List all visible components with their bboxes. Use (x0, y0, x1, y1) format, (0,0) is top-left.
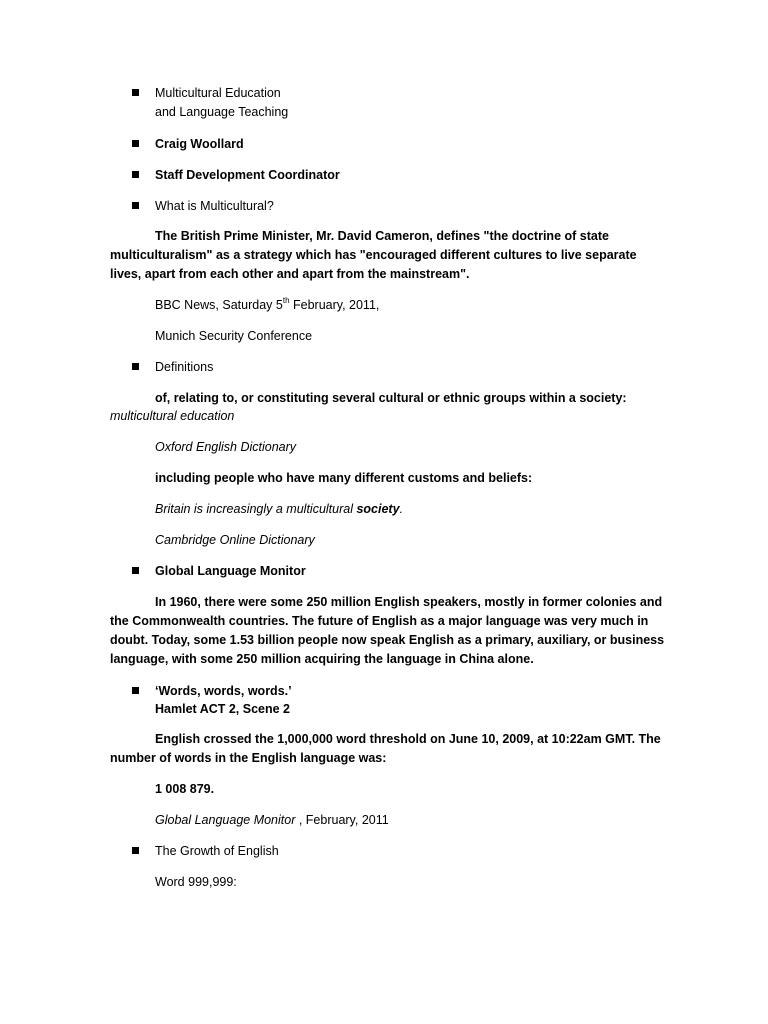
bullet-icon (132, 687, 139, 694)
glm-heading: Global Language Monitor (155, 564, 306, 578)
bullet-icon (132, 140, 139, 147)
word-999999: Word 999,999: (155, 875, 237, 889)
quote-line-2: multiculturalism" as a strategy which has "encouraged different cultures to live separate (110, 248, 637, 262)
paragraph-1-line-1: In 1960, there were some 250 million English speakers, mostly in former colonies and (155, 595, 663, 609)
paragraph-1-line-3: doubt. Today, some 1.53 billion people now speak English as a primary, auxiliary, or business (110, 633, 665, 647)
example-sentence (155, 500, 403, 519)
definition-1-line-1: of, relating to, or constituting several cultural or ethnic groups within a society: (155, 391, 627, 405)
bullet-icon (132, 171, 139, 178)
growth-heading: The Growth of English (155, 844, 279, 858)
title-line-1: Multicultural Education (155, 86, 281, 100)
words-quote: ‘Words, words, words.’ (155, 684, 292, 698)
paragraph-1-line-4: language, with some 250 million acquiring the language in China alone. (110, 652, 534, 666)
definition-2: including people who have many different customs and beliefs: (155, 471, 533, 485)
paragraph-1-line-2: the Commonwealth countries. The future of English as a major language was very much in (110, 614, 649, 628)
quote-line-3: lives, apart from each other and apart from the mainstream". (110, 267, 470, 281)
bullet-icon (132, 567, 139, 574)
paragraph-2-line-2: number of words in the English language was: (110, 751, 387, 765)
hamlet-reference: Hamlet ACT 2, Scene 2 (155, 702, 291, 716)
paragraph-2-line-1: English crossed the 1,000,000 word threshold on June 10, 2009, at 10:22am GMT. The (155, 732, 661, 746)
cambridge-source: Cambridge Online Dictionary (155, 533, 315, 547)
bullet-icon (132, 847, 139, 854)
glm-source (155, 811, 389, 830)
quote-line-1: The British Prime Minister, Mr. David Cameron, defines "the doctrine of state (155, 229, 609, 243)
bullet-icon (132, 89, 139, 96)
munich-citation: Munich Security Conference (155, 329, 313, 343)
bullet-icon (132, 202, 139, 209)
example-bold-word: society (356, 502, 400, 516)
bullet-icon (132, 363, 139, 370)
title-line-2: and Language Teaching (155, 105, 289, 119)
word-count: 1 008 879. (155, 782, 215, 796)
oxford-source: Oxford English Dictionary (155, 440, 297, 454)
definition-1-line-2: multicultural education (110, 409, 235, 423)
glm-source-italic: Global Language Monitor (155, 813, 296, 827)
bbc-citation-prefix: BBC News, Saturday 5 (155, 298, 283, 312)
author-name: Craig Woollard (155, 137, 244, 151)
definitions-heading: Definitions (155, 360, 214, 374)
bbc-citation-sup: th (282, 295, 290, 305)
question-heading: What is Multicultural? (155, 199, 274, 213)
bbc-citation (155, 296, 379, 315)
example-suffix: . (399, 502, 404, 516)
bbc-citation-suffix: February, 2011, (289, 298, 380, 312)
author-role: Staff Development Coordinator (155, 168, 340, 182)
glm-source-rest: , February, 2011 (295, 813, 389, 827)
example-prefix: Britain is increasingly a multicultural (155, 502, 357, 516)
